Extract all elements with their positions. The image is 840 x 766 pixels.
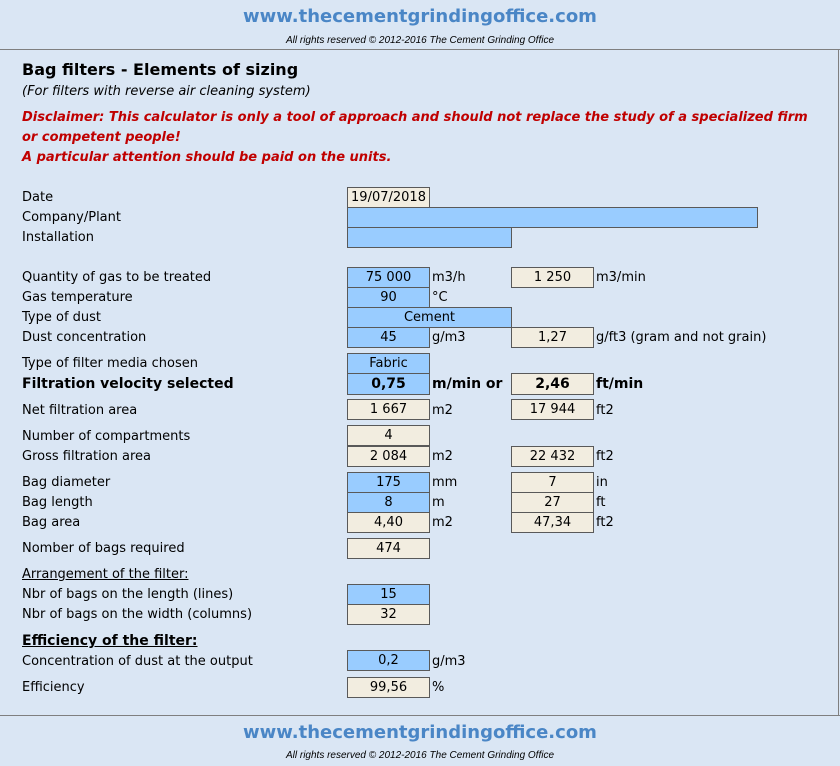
bag-length-unit: m (432, 495, 445, 510)
installation-field[interactable] (347, 227, 512, 248)
dust-concentration-label: Dust concentration (22, 330, 147, 345)
gas-quantity-field[interactable]: 75 000 (347, 267, 430, 288)
bag-diameter-converted: 7 (511, 472, 594, 493)
frame-top-border (0, 49, 840, 50)
bag-diameter-unit: mm (432, 475, 458, 490)
site-link-footer[interactable]: www.thecementgrindingoffice.com (243, 722, 597, 743)
filter-media-field[interactable]: Fabric (347, 353, 430, 374)
site-link-header[interactable]: www.thecementgrindingoffice.com (243, 6, 597, 27)
bag-area-label: Bag area (22, 515, 81, 530)
bag-diameter-field[interactable]: 175 (347, 472, 430, 493)
gross-area-field: 2 084 (347, 446, 430, 467)
gas-temperature-unit: °C (432, 290, 448, 305)
filtration-velocity-converted: 2,46 (511, 373, 594, 395)
dust-type-field[interactable]: Cement (347, 307, 512, 328)
net-area-field: 1 667 (347, 399, 430, 420)
copyright-header: All rights reserved © 2012-2016 The Cement Grinding Office (285, 35, 555, 46)
dust-concentration-unit: g/m3 (432, 330, 466, 345)
bags-length-field[interactable]: 15 (347, 584, 430, 605)
compartments-field[interactable]: 4 (347, 425, 430, 446)
gross-area-converted-unit: ft2 (596, 449, 614, 464)
disclaimer-line-2: or competent people! (22, 130, 181, 145)
company-label: Company/Plant (22, 210, 121, 225)
frame-bottom-border (0, 715, 840, 716)
bag-diameter-converted-unit: in (596, 475, 608, 490)
date-label: Date (22, 190, 54, 205)
efficiency-field: 99,56 (347, 677, 430, 698)
bags-length-label: Nbr of bags on the length (lines) (22, 587, 234, 602)
copyright-footer: All rights reserved © 2012-2016 The Cement Grinding Office (285, 750, 555, 761)
frame-right-border (838, 49, 839, 716)
dust-concentration-converted: 1,27 (511, 327, 594, 348)
page-subtitle: (For filters with reverse air cleaning system) (22, 84, 311, 99)
gas-temperature-label: Gas temperature (22, 290, 133, 305)
net-area-converted: 17 944 (511, 399, 594, 420)
efficiency-unit: % (432, 680, 445, 695)
gross-area-label: Gross filtration area (22, 449, 151, 464)
filtration-velocity-converted-unit: ft/min (596, 376, 644, 392)
gas-quantity-label: Quantity of gas to be treated (22, 270, 212, 285)
net-area-unit: m2 (432, 403, 453, 418)
gas-quantity-converted: 1 250 (511, 267, 594, 288)
bag-diameter-label: Bag diameter (22, 475, 111, 490)
bags-width-label: Nbr of bags on the width (columns) (22, 607, 253, 622)
efficiency-label: Efficiency (22, 680, 85, 695)
dust-type-label: Type of dust (22, 310, 102, 325)
compartments-label: Number of compartments (22, 429, 191, 444)
filtration-velocity-unit: m/min or (432, 376, 503, 392)
net-area-converted-unit: ft2 (596, 403, 614, 418)
net-area-label: Net filtration area (22, 403, 138, 418)
bag-area-converted-unit: ft2 (596, 515, 614, 530)
gas-quantity-converted-unit: m3/min (596, 270, 646, 285)
date-field[interactable]: 19/07/2018 (347, 187, 430, 208)
dust-concentration-converted-unit: g/ft3 (gram and not grain) (596, 330, 767, 345)
efficiency-heading: Efficiency of the filter: (22, 633, 198, 649)
company-field[interactable] (347, 207, 758, 228)
dust-output-label: Concentration of dust at the output (22, 654, 253, 669)
bags-required-field: 474 (347, 538, 430, 559)
disclaimer-line-1: Disclaimer: This calculator is only a tool of approach and should not replace the study of a specialized firm (22, 110, 808, 125)
bag-length-label: Bag length (22, 495, 93, 510)
dust-concentration-field[interactable]: 45 (347, 327, 430, 348)
filtration-velocity-field[interactable]: 0,75 (347, 373, 430, 395)
gas-quantity-unit: m3/h (432, 270, 466, 285)
gross-area-converted: 22 432 (511, 446, 594, 467)
arrangement-heading: Arrangement of the filter: (22, 567, 189, 582)
bag-area-unit: m2 (432, 515, 453, 530)
bag-length-converted: 27 (511, 492, 594, 513)
gas-temperature-field[interactable]: 90 (347, 287, 430, 308)
bag-area-field: 4,40 (347, 512, 430, 533)
bag-length-converted-unit: ft (596, 495, 606, 510)
filtration-velocity-label: Filtration velocity selected (22, 376, 234, 392)
installation-label: Installation (22, 230, 95, 245)
bags-required-label: Nomber of bags required (22, 541, 185, 556)
disclaimer-line-3: A particular attention should be paid on the units. (22, 150, 392, 165)
dust-output-unit: g/m3 (432, 654, 466, 669)
page-title: Bag filters - Elements of sizing (22, 60, 299, 79)
bag-length-field[interactable]: 8 (347, 492, 430, 513)
bag-area-converted: 47,34 (511, 512, 594, 533)
dust-output-field[interactable]: 0,2 (347, 650, 430, 671)
bags-width-field: 32 (347, 604, 430, 625)
filter-media-label: Type of filter media chosen (22, 356, 199, 371)
gross-area-unit: m2 (432, 449, 453, 464)
